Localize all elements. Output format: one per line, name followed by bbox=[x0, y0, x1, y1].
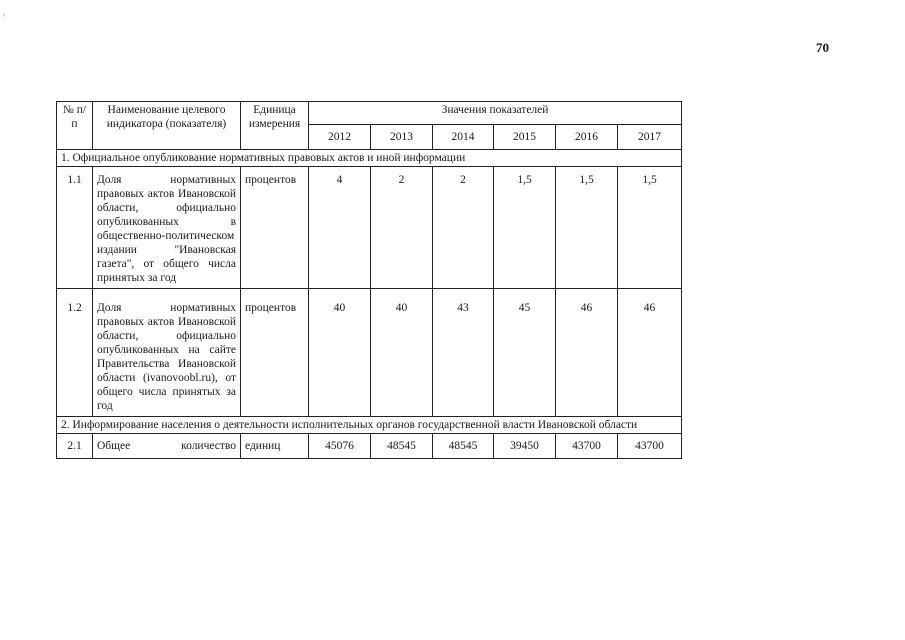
year-2013: 2013 bbox=[371, 125, 433, 150]
section-row bbox=[57, 150, 682, 167]
row-name: Доля нормативных правовых актов Ивановской области, официально опубликованных в общественно-политическом издании "Ивановская газета", от общего числа принятых за год bbox=[93, 167, 241, 289]
row-value: 1,5 bbox=[494, 167, 556, 289]
row-unit: процентов bbox=[241, 289, 309, 417]
indicators-table bbox=[56, 101, 682, 459]
row-value: 43700 bbox=[556, 434, 618, 459]
row-value: 43 bbox=[433, 289, 494, 417]
row-value: 46 bbox=[556, 289, 618, 417]
row-value: 45076 bbox=[309, 434, 371, 459]
row-value: 1,5 bbox=[556, 167, 618, 289]
row-value: 2 bbox=[371, 167, 433, 289]
row-num: 2.1 bbox=[57, 434, 93, 459]
year-2012: 2012 bbox=[309, 125, 371, 150]
table-row bbox=[57, 289, 682, 417]
row-value: 40 bbox=[309, 289, 371, 417]
row-value: 43700 bbox=[618, 434, 682, 459]
row-value: 39450 bbox=[494, 434, 556, 459]
row-unit: процентов bbox=[241, 167, 309, 289]
year-2016: 2016 bbox=[556, 125, 618, 150]
page-number: 70 bbox=[816, 40, 829, 55]
row-name: Доля нормативных правовых актов Ивановской области, официально опубликованных на сайте Правительства Ивановской области (ivanovoobl.ru), от общего числа принятых за год bbox=[93, 289, 241, 417]
row-num: 1.1 bbox=[57, 167, 93, 289]
row-num: 1.2 bbox=[57, 289, 93, 417]
header-row bbox=[57, 102, 682, 125]
header-name: Наименование целевого индикатора (показателя) bbox=[93, 102, 241, 150]
row-value: 46 bbox=[618, 289, 682, 417]
row-value: 40 bbox=[371, 289, 433, 417]
row-value: 1,5 bbox=[618, 167, 682, 289]
row-value: 45 bbox=[494, 289, 556, 417]
year-2014: 2014 bbox=[433, 125, 494, 150]
header-num: № п/п bbox=[57, 102, 93, 150]
row-name: Общее количество bbox=[93, 434, 241, 459]
corner-mark: ᵈ bbox=[3, 14, 5, 20]
section-title: 2. Информирование населения о деятельности исполнительных органов государственной власти Ивановской области bbox=[57, 417, 682, 434]
row-value: 48545 bbox=[371, 434, 433, 459]
row-value: 4 bbox=[309, 167, 371, 289]
row-value: 2 bbox=[433, 167, 494, 289]
section-title: 1. Официальное опубликование нормативных правовых актов и иной информации bbox=[57, 150, 682, 167]
row-unit: единиц bbox=[241, 434, 309, 459]
table-row bbox=[57, 434, 682, 459]
header-values: Значения показателей bbox=[309, 102, 682, 125]
year-2017: 2017 bbox=[618, 125, 682, 150]
section-row bbox=[57, 417, 682, 434]
row-value: 48545 bbox=[433, 434, 494, 459]
year-2015: 2015 bbox=[494, 125, 556, 150]
table-row bbox=[57, 167, 682, 289]
header-unit: Единица измерения bbox=[241, 102, 309, 150]
